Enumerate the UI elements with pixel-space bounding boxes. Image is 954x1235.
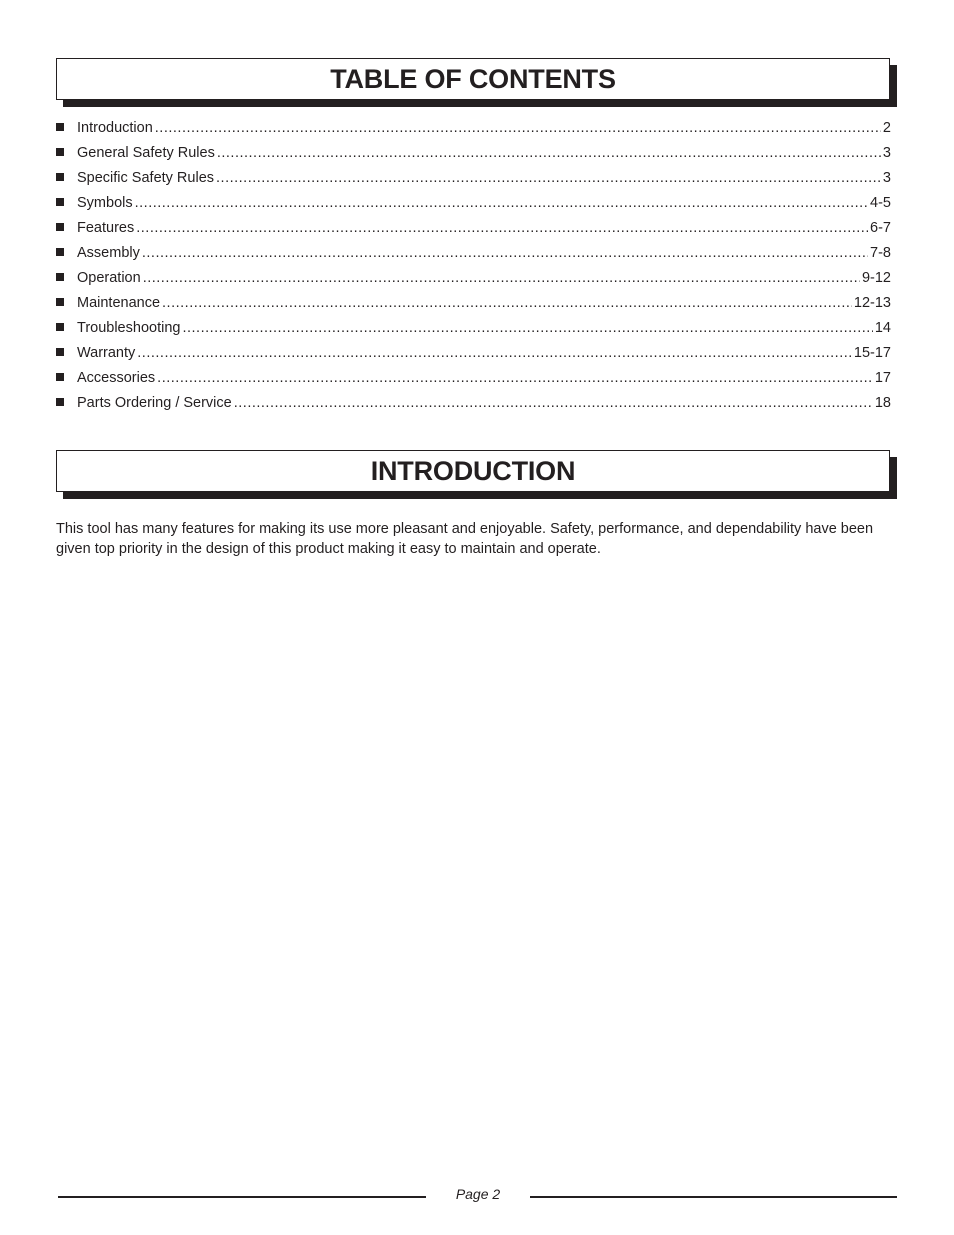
toc-item-label: Operation — [77, 270, 141, 286]
toc-item-page: 17 — [874, 370, 891, 386]
square-bullet-icon — [56, 123, 64, 131]
square-bullet-icon — [56, 148, 64, 156]
square-bullet-icon — [56, 373, 64, 381]
toc-item-page: 4-5 — [870, 195, 891, 211]
square-bullet-icon — [56, 198, 64, 206]
footer-rule-right — [530, 1196, 897, 1198]
dot-leader — [234, 395, 873, 411]
toc-item-assembly[interactable] — [56, 245, 891, 270]
dot-leader — [182, 320, 872, 336]
dot-leader — [217, 145, 881, 161]
dot-leader — [137, 345, 852, 361]
square-bullet-icon — [56, 273, 64, 281]
toc-item-label: Troubleshooting — [77, 320, 181, 336]
toc-heading — [56, 58, 890, 100]
toc-item-label: Parts Ordering / Service — [77, 395, 232, 411]
toc-item-page: 7-8 — [870, 245, 891, 261]
square-bullet-icon — [56, 348, 64, 356]
toc-item-introduction[interactable] — [56, 120, 891, 145]
dot-leader — [157, 370, 873, 386]
square-bullet-icon — [56, 323, 64, 331]
square-bullet-icon — [56, 398, 64, 406]
dot-leader — [155, 120, 881, 136]
toc-item-label: Accessories — [77, 370, 156, 386]
toc-item-page: 2 — [882, 120, 891, 136]
square-bullet-icon — [56, 173, 64, 181]
toc-item-warranty[interactable] — [56, 345, 891, 370]
toc-item-page: 9-12 — [861, 270, 891, 286]
toc-list — [56, 120, 891, 420]
dot-leader — [135, 195, 868, 211]
toc-item-page: 12-13 — [853, 295, 891, 311]
toc-item-accessories[interactable] — [56, 370, 891, 395]
toc-item-specific-safety-rules[interactable] — [56, 170, 891, 195]
toc-item-troubleshooting[interactable] — [56, 320, 891, 345]
toc-title: TABLE OF CONTENTS — [330, 64, 616, 94]
dot-leader — [142, 245, 868, 261]
toc-item-page: 18 — [874, 395, 891, 411]
toc-item-label: Warranty — [77, 345, 136, 361]
toc-item-label: General Safety Rules — [77, 145, 215, 161]
toc-item-operation[interactable] — [56, 270, 891, 295]
dot-leader — [216, 170, 881, 186]
toc-item-maintenance[interactable] — [56, 295, 891, 320]
toc-item-page: 3 — [882, 170, 891, 186]
toc-item-page: 6-7 — [870, 220, 891, 236]
introduction-body: This tool has many features for making its use more pleasant and enjoyable. Safety, performance, and dependability have been given top priority in the design of this product making it easy to maintain and operate. — [56, 521, 874, 557]
square-bullet-icon — [56, 223, 64, 231]
toc-item-general-safety-rules[interactable] — [56, 145, 891, 170]
toc-item-label: Assembly — [77, 245, 140, 261]
toc-item-page: 3 — [882, 145, 891, 161]
square-bullet-icon — [56, 298, 64, 306]
toc-item-page: 15-17 — [853, 345, 891, 361]
square-bullet-icon — [56, 248, 64, 256]
toc-item-page: 14 — [874, 320, 891, 336]
toc-item-label: Symbols — [77, 195, 133, 211]
dot-leader — [162, 295, 852, 311]
page-number: Page 2 — [455, 1186, 501, 1202]
toc-item-symbols[interactable] — [56, 195, 891, 220]
introduction-heading — [56, 450, 890, 492]
toc-item-features[interactable] — [56, 220, 891, 245]
toc-item-label: Features — [77, 220, 135, 236]
dot-leader — [136, 220, 868, 236]
toc-item-label: Maintenance — [77, 295, 161, 311]
footer-rule-left — [58, 1196, 426, 1198]
dot-leader — [143, 270, 860, 286]
toc-item-parts-ordering-service[interactable] — [56, 395, 891, 420]
toc-item-label: Specific Safety Rules — [77, 170, 215, 186]
introduction-title: INTRODUCTION — [370, 456, 576, 486]
toc-item-label: Introduction — [77, 120, 153, 136]
